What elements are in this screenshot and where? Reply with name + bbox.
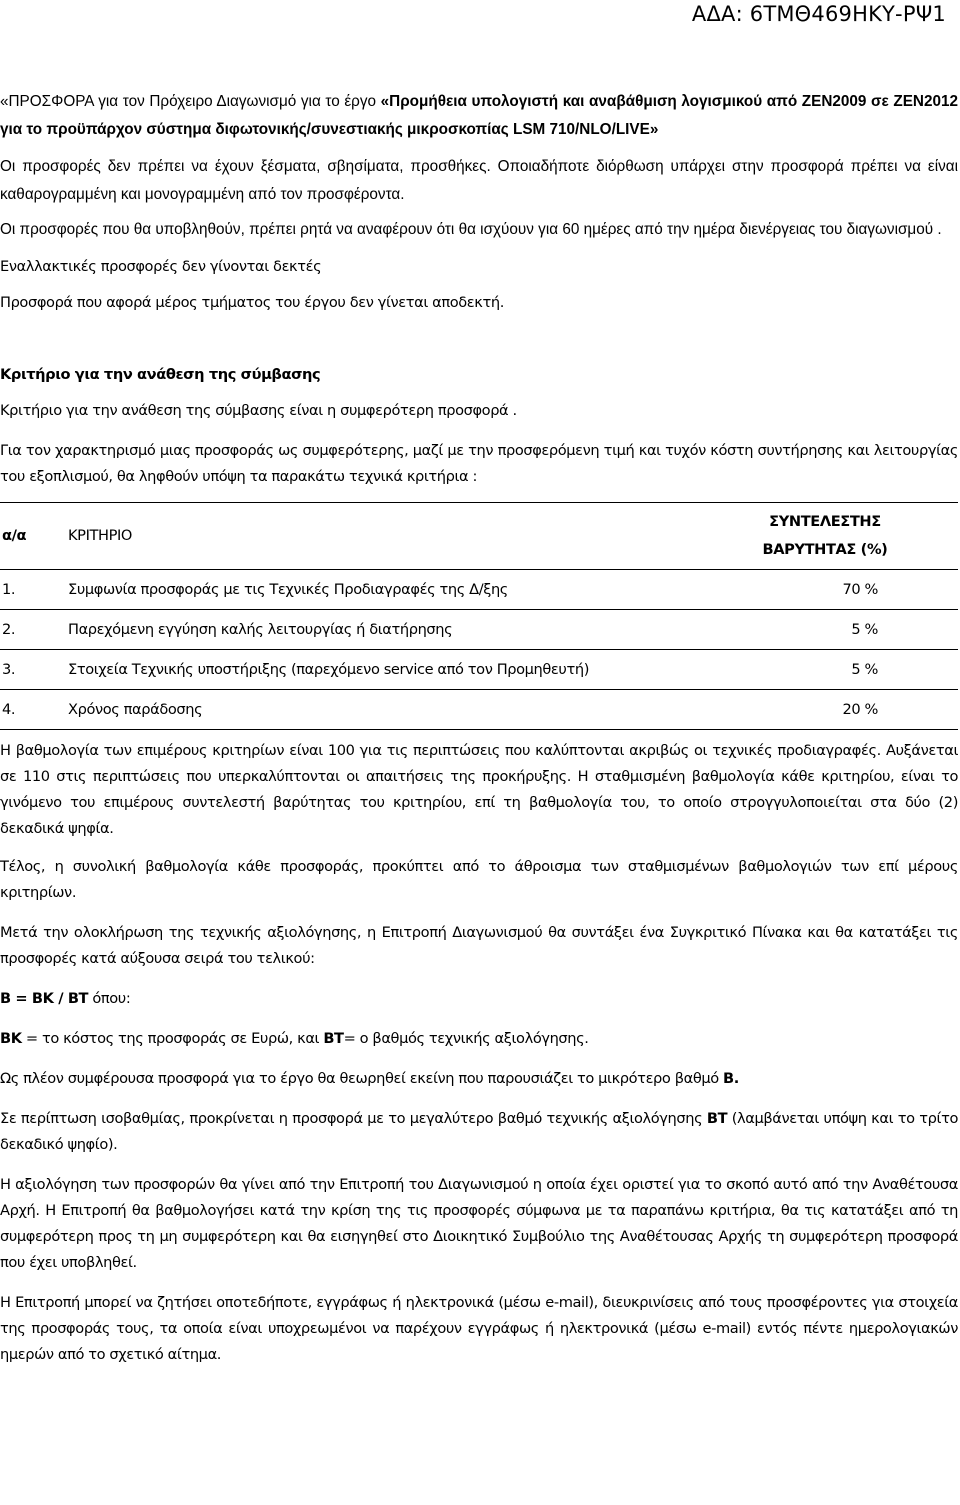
intro-validity-paragraph: Οι προσφορές που θα υποβληθούν, πρέπει ρητά να αναφέρουν ότι θα ισχύουν για 60 ημέρες από την ημέρα διενέργειας του διαγωνισμού . [0, 221, 942, 238]
row-criterion: Στοιχεία Τεχνικής υποστήριξης (παρεχόμενο service από τον Προμηθευτή) [68, 649, 702, 689]
committee-paragraph: Η αξιολόγηση των προσφορών θα γίνει από την Επιτροπή του Διαγωνισμού η οποία έχει οριστεί για το σκοπό αυτό από την Αναθέτουσα Αρχή. Η Επιτροπή θα βαθμολογήσει κατά την κρίση της τις προσφορές σύμφωνα με τα παραπάνω κριτήρια, θα τις κατατάξει από τη συμφερότερη προς τη μη συμφερότερη και θα εισηγηθεί στο Διοικητικό Συμβούλιο της Αναθέτουσας Αρχής τη συμφερότερη προσφορά που έχει υποβληθεί. [0, 1175, 958, 1271]
intro-partial-paragraph: Προσφορά που αφορά μέρος τμήματος του έργου δεν γίνεται αποδεκτή. [0, 293, 504, 311]
best-offer-paragraph [0, 1066, 958, 1092]
intro-title-prefix: «ΠΡΟΣΦΟΡΑ για τον Πρόχειρο Διαγωνισμό για το έργο [0, 93, 377, 110]
table-row [0, 649, 958, 689]
row-num: 3. [0, 649, 68, 689]
tie-tail: (λαμβάνεται υπόψη και το τρίτο δεκαδικό ψηφίο). [0, 1109, 958, 1153]
row-num: 1. [0, 569, 68, 609]
criteria-table [0, 502, 958, 730]
header-weight-line1: ΣΥΝΤΕΛΕΣΤΗΣ [769, 512, 881, 530]
row-weight: 5 % [702, 649, 958, 689]
def-bk-label: ΒΚ [0, 1029, 22, 1047]
criteria-heading: Κριτήριο για την ανάθεση της σύμβασης [0, 365, 321, 383]
row-weight: 20 % [702, 689, 958, 729]
row-num: 4. [0, 689, 68, 729]
row-weight: 70 % [702, 569, 958, 609]
best-offer-text: Ως πλέον συμφέρουσα προσφορά για το έργο θα θεωρηθεί εκείνη που παρουσιάζει το μικρότερο βαθμό [0, 1069, 724, 1087]
row-num: 2. [0, 609, 68, 649]
row-criterion: Συμφωνία προσφοράς με τις Τεχνικές Προδιαγραφές της Δ/ξης [68, 569, 702, 609]
clarifications-paragraph: Η Επιτροπή μπορεί να ζητήσει οποτεδήποτε, εγγράφως ή ηλεκτρονικά (μέσω e-mail), διευκρινίσεις από τους προσφέροντες για στοιχεία της προσφοράς τους, τα οποία είναι υποχρεωμένοι να παρέχουν εγγράφως ή ηλεκτρονικά (μέσω e-mail) εντός πέντε ημερολογιακών ημερών από το σχετικό αίτημα. [0, 1293, 958, 1363]
scoring-paragraph: Η βαθμολογία των επιμέρους κριτηρίων είναι 100 για τις περιπτώσεις που καλύπτονται ακριβώς οι τεχνικές προδιαγραφές. Αυξάνεται σε 110 στις περιπτώσεις που υπερκαλύπτονται οι απαιτήσεις της προκήρυξης. Η σταθμισμένη βαθμολογία κάθε κριτηρίου, είναι το γινόμενο του επιμέρους συντελεστή βαρύτητας του κριτηρίου, επί τη βαθμολογία του, το οποίο στρογγυλοποιείται στα δύο (2) δεκαδικά ψηφία. [0, 741, 958, 837]
intro-title-paragraph [0, 88, 958, 143]
tie-bold: ΒΤ [706, 1109, 728, 1127]
header-weight-line2: ΒΑΡΥΤΗΤΑΣ (%) [762, 540, 888, 558]
ada-code: ΑΔΑ: 6ΤΜΘ469ΗΚΥ-ΡΨ1 [691, 2, 946, 26]
table-row [0, 689, 958, 729]
header-num: α/α [0, 502, 68, 569]
tie-text: Σε περίπτωση ισοβαθμίας, προκρίνεται η προσφορά με το μεγαλύτερο βαθμό τεχνικής αξιολόγησης [0, 1109, 707, 1127]
criteria-table-header [0, 502, 958, 569]
table-row [0, 569, 958, 609]
intro-alternatives-paragraph: Εναλλακτικές προσφορές δεν γίνονται δεκτές [0, 257, 322, 275]
criteria-description-paragraph: Για τον χαρακτηρισμό μιας προσφοράς ως συμφερότερης, μαζί με την προσφερόμενη τιμή και τυχόν κόστη συντήρησης και λειτουργίας του εξοπλισμού, θα ληφθούν υπόψη τα παρακάτω τεχνικά κριτήρια : [0, 441, 958, 485]
def-bk-text: = το κόστος της προσφοράς σε Ευρώ, και [21, 1029, 324, 1047]
formula-bold: Β = ΒΚ / ΒΤ [0, 989, 89, 1007]
total-score-paragraph: Τέλος, η συνολική βαθμολογία κάθε προσφοράς, προκύπτει από το άθροισμα των σταθμισμένων βαθμολογιών των επί μέρους κριτηρίων. [0, 857, 958, 901]
intro-corrections-paragraph: Οι προσφορές δεν πρέπει να έχουν ξέσματα, σβησίματα, προσθήκες. Οποιαδήποτε διόρθωση υπάρχει στην προσφορά πρέπει να είναι καθαρογραμμένη και μονογραμμένη από τον προσφέροντα. [0, 158, 958, 203]
tie-paragraph [0, 1106, 958, 1158]
formula-rest: όπου: [88, 989, 131, 1007]
row-weight: 5 % [702, 609, 958, 649]
intro-title-bold: «Προμήθεια υπολογιστή και αναβάθμιση λογισμικού από ΖΕΝ2009 σε ΖΕΝ2012 για το προϋπάρχον σύστημα διφωτονικής/συνεστιακής μικροσκοπίας LSM 710/NLO/LIVE» [0, 93, 959, 138]
formula-paragraph [0, 986, 958, 1012]
header-criterion: ΚΡΙΤΗΡΙΟ [68, 502, 702, 569]
document-body [0, 88, 958, 1368]
criteria-paragraph: Κριτήριο για την ανάθεση της σύμβασης είναι η συμφερότερη προσφορά . [0, 401, 517, 419]
ranking-paragraph: Μετά την ολοκλήρωση της τεχνικής αξιολόγησης, η Επιτροπή Διαγωνισμού θα συντάξει ένα Συγκριτικό Πίνακα και θα κατατάξει τις προσφορές κατά αύξουσα σειρά του τελικού: [0, 923, 958, 967]
def-bt-text: = ο βαθμός τεχνικής αξιολόγησης. [343, 1029, 589, 1047]
row-criterion: Χρόνος παράδοσης [68, 689, 702, 729]
definitions-paragraph [0, 1026, 958, 1052]
best-offer-bold: Β. [723, 1069, 739, 1087]
def-bt-label: ΒΤ [323, 1029, 344, 1047]
row-criterion: Παρεχόμενη εγγύηση καλής λειτουργίας ή διατήρησης [68, 609, 702, 649]
header-weight [702, 502, 958, 569]
table-row [0, 609, 958, 649]
